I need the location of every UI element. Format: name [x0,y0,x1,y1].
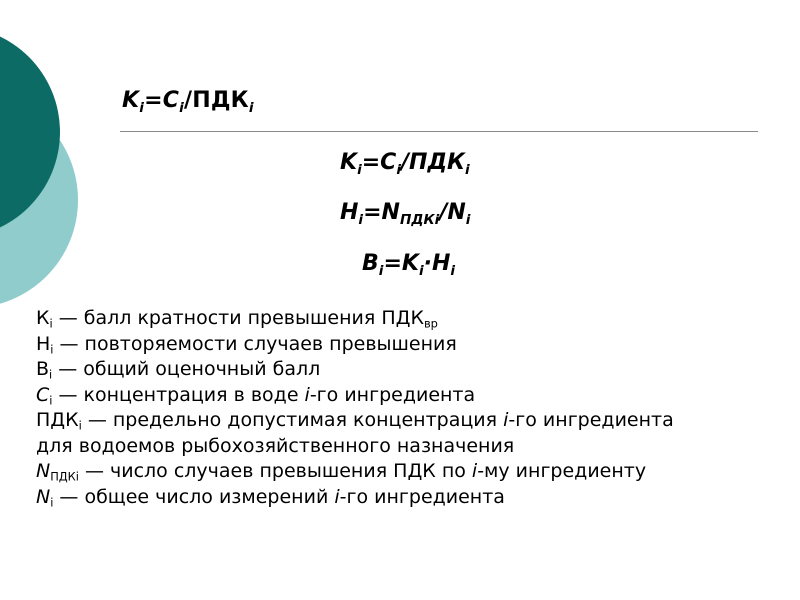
page-title: $K_i=C_i/ПДК_i$ [122,88,254,116]
legend-row-k: $К_i$ — балл кратности превышения $ПДК_{вр}$ [36,307,438,331]
legend-row-pdk: $ПДК_i$ — предельно допустимая концентрация i-го ингредиента [36,409,674,433]
legend-row-b: $В_i$ — общий оценочный балл [36,358,321,382]
legend-row-pdk-cont: для водоемов рыбохозяйственного назначения [36,434,515,457]
formula-b: $B_i=K_i\cdot H_i$ [362,251,456,279]
legend [36,306,674,510]
legend-row-h: $Н_i$ — повторяемости случаев превышения [36,332,457,356]
formula-k: $K_i=C_i/ПДК_i$ [340,150,470,178]
title-divider [120,131,758,132]
legend-row-n: $N_i$ — общее число измерений i-го ингредиента [36,485,505,509]
formula-h: $H_i=N_{ПДКi}/N_i$ [340,200,471,228]
legend-row-c: $С_i$ — концентрация в воде i-го ингредиента [36,383,476,407]
legend-row-n-pdk: $N_{ПДКi}$ — число случаев превышения ПДК по i-му ингредиенту [36,460,647,484]
